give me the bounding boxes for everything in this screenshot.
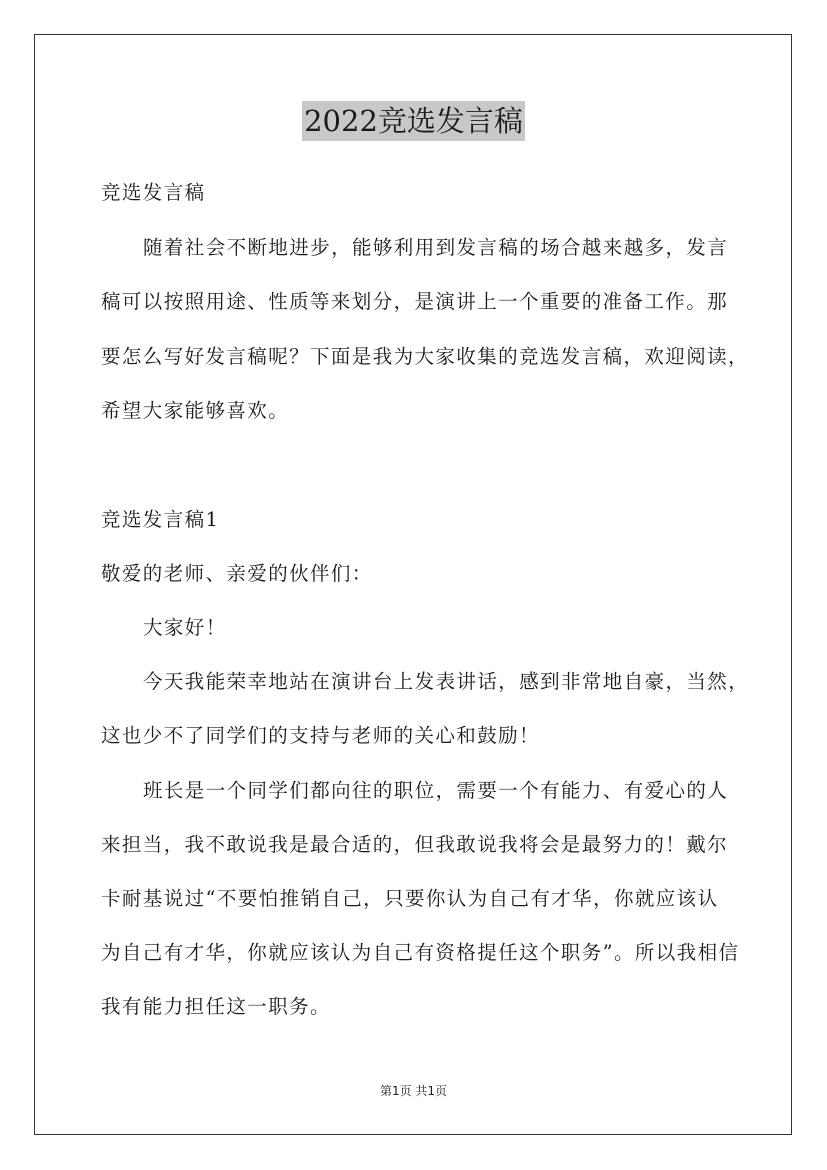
title-container	[0, 101, 827, 141]
greeting: 大家好！	[143, 616, 227, 639]
section-heading: 竞选发言稿1	[101, 508, 220, 531]
paragraph-line: 我有能力担任这一职务。	[101, 995, 331, 1018]
document-title: 2022竞选发言稿	[302, 101, 525, 141]
paragraph-line: 希望大家能够喜欢。	[101, 399, 290, 422]
page-footer: 第1页 共1页	[379, 1084, 448, 1098]
paragraph-line: 为自己有才华，你就应该认为自己有资格提任这个职务”。所以我相信	[101, 941, 740, 964]
salutation: 敬爱的老师、亲爱的伙伴们：	[101, 562, 373, 585]
paragraph-line: 今天我能荣幸地站在演讲台上发表讲话，感到非常地自豪，当然，	[143, 670, 750, 693]
paragraph-line: 卡耐基说过“不要怕推销自己，只要你认为自己有才华，你就应该认	[101, 887, 719, 910]
paragraph-line: 这也少不了同学们的支持与老师的关心和鼓励！	[101, 724, 540, 747]
paragraph-line: 来担当，我不敢说我是最合适的，但我敢说我将会是最努力的！戴尔	[101, 833, 729, 856]
paragraph-line: 稿可以按照用途、性质等来划分，是演讲上一个重要的准备工作。那	[101, 290, 729, 313]
paragraph-line: 要怎么写好发言稿呢？下面是我为大家收集的竞选发言稿，欢迎阅读，	[101, 345, 749, 368]
paragraph-line: 班长是一个同学们都向往的职位，需要一个有能力、有爱心的人	[143, 779, 729, 802]
paragraph-line: 随着社会不断地进步，能够利用到发言稿的场合越来越多，发言	[143, 236, 729, 259]
section-heading: 竞选发言稿	[101, 181, 206, 204]
